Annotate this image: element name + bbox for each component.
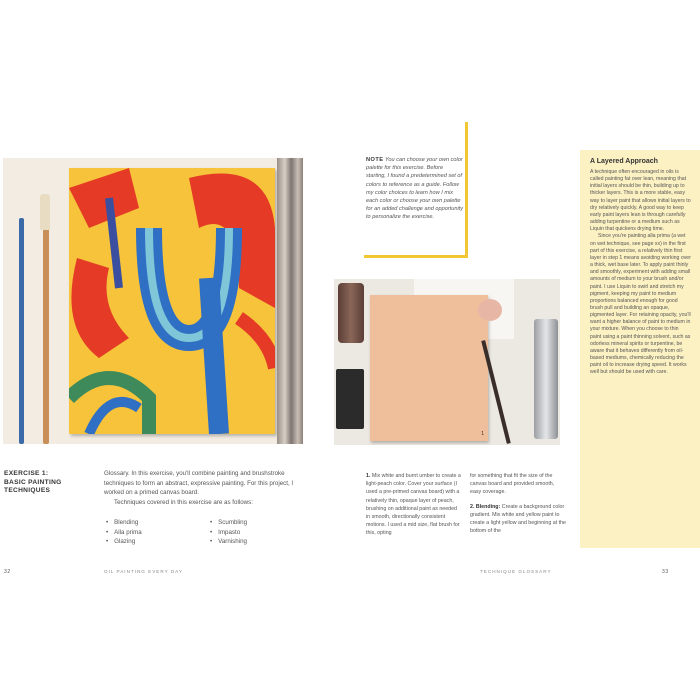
exercise-heading-line: EXERCISE 1: (4, 470, 49, 477)
sidebar-body (590, 169, 691, 377)
silver-paint-tube (534, 319, 558, 439)
steps-column-2 (470, 472, 566, 535)
step2-text: Create a background color gradient. Mix white and yellow paint to create a light yellow and beginning at the bottom of the (470, 503, 566, 535)
note-box (366, 156, 464, 222)
paint-dabs (478, 299, 502, 321)
painting-photo (3, 158, 303, 444)
abstract-painting-art (69, 168, 275, 434)
technique-column (106, 518, 142, 547)
note-text: You can choose your own color palette for this exercise. Before starting, I found a predetermined set of colors to reference as a guide. Follow my color choices to learn how I mix each color or choose your own palette for an added challenge and opportunity to personalize the exercise. (366, 157, 464, 221)
layered-approach-sidebar (580, 150, 700, 548)
steps-column-1 (366, 472, 462, 538)
brush-bristles (40, 194, 50, 230)
sidebar-paragraph: Since you're painting alla prima (a wet on wet technique, see page xx) in the first part of this exercise, a relatively thin first layer in step 1 means avoiding working over a thick, wet base later. To apply paint thinly and smoothly, experiment with adding small amounts of medium to your brush and/or paint. I use Liquin to swirl and stretch my pigment, keeping my paint to medium proportions balanced enough for good brush pull and building an opaque, pigmented layer. For retaining opacity, you'll want a higher balance of paint to medium in your mixture. When you choose to thin paint using a paint thinning solvent, such as odorless mineral spirits or turpentine, be aware that it behaves differently from oil-based mediums, chemically reducing the paint oil to increase drying speed. It works well but should be used with care. (590, 233, 691, 376)
sidebar-title: A Layered Approach (590, 158, 658, 165)
exercise-heading-line: TECHNIQUES (4, 487, 51, 495)
step1-text: Mix white and burnt umber to create a light-peach color. Cover your surface (I used a pre-primed canvas board) with a relatively thin, opaque layer of peach, brushing on additional paint as needed in smooth, directionally consistent motions. I used a mid size, flat brush for this, opting (366, 473, 461, 537)
exercise-intro (104, 469, 304, 507)
note-label: NOTE (366, 157, 384, 163)
list-item: • Alla prima (106, 528, 142, 538)
exercise-heading-line: BASIC PAINTING (4, 478, 62, 486)
running-head-left: OIL PAINTING EVERY DAY (104, 569, 183, 574)
page-number-left: 32 (4, 569, 11, 575)
technique-column (210, 518, 247, 547)
step1-continued: for something that fit the size of the canvas board and provided smooth, easy coverage. (470, 473, 555, 496)
step1-photo (334, 279, 560, 445)
list-item: • Varnishing (210, 537, 247, 547)
paint-tube (338, 283, 364, 343)
step1-number: 1. (366, 473, 371, 479)
step-marker: 1 (481, 431, 484, 437)
peach-canvas-board (370, 295, 488, 441)
step2-heading: 2. Blending: (470, 503, 501, 510)
step2 (470, 503, 566, 536)
intro-paragraph: Glossary. In this exercise, you'll combine painting and brushstroke techniques to form an abstract, expressive painting. For this project, I worked on a primed canvas board. (104, 470, 294, 497)
list-item: • Glazing (106, 537, 142, 547)
paint-jar (336, 369, 364, 429)
paintbrush (43, 198, 49, 444)
easel-edge (277, 158, 303, 444)
paintbrush (19, 218, 24, 444)
running-head-right: TECHNIQUE GLOSSARY (480, 569, 552, 574)
sidebar-paragraph: A technique often encouraged in oils is called painting fat over lean, meaning that initial layers should be thin, building up to thicker layers. This is a more stable, easy way to layer paint that allows initial layers to dry relatively quickly. A good way to keep early paint layers lean is through carefully adding turpentine or a medium such as Liquin that quickens drying time. (590, 169, 691, 233)
abstract-canvas (69, 168, 275, 434)
list-item: • Blending (106, 518, 142, 528)
exercise-heading (4, 470, 84, 496)
page-number-right: 33 (662, 569, 669, 575)
list-item: • Impasto (210, 528, 247, 538)
covered-paragraph: Techniques covered in this exercise are as follows: (114, 498, 253, 506)
list-item: • Scumbling (210, 518, 247, 528)
